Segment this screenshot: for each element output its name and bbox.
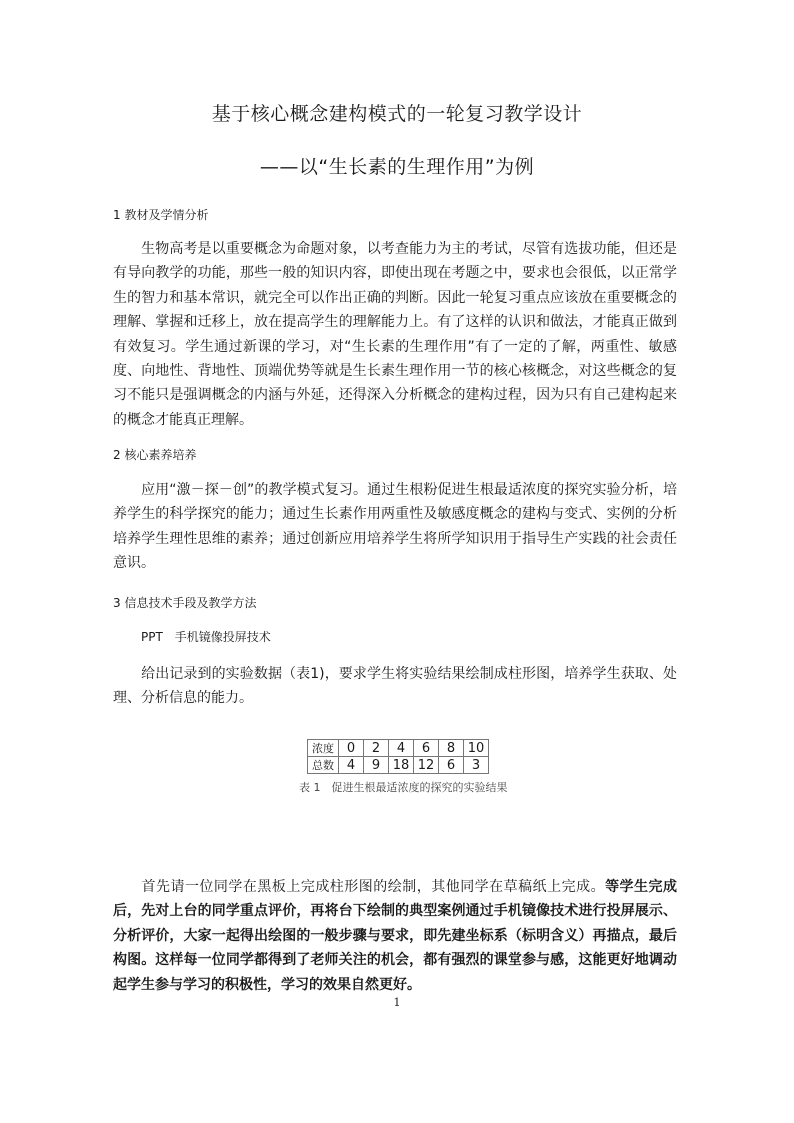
section-heading-1: 1 教材及学情分析 [113,208,209,222]
table-cell: 8 [439,740,464,757]
table-cell: 10 [464,740,489,757]
table-cell: 18 [389,757,414,774]
table-cell: 2 [364,740,389,757]
final-paragraph-bold: 等学生完成后，先对上台的同学重点评价，再将台下绘制的典型案例通过手机镜像技术进行投屏展示、分析评价，大家一起得出绘图的一般步骤与要求，即先建坐标系（标明含义）再描点，最后构图。这样每一位同学都得到了老师关注的机会，都有强烈的课堂参与感，这能更好地调动起学生参与学习的积极性，学习的效果自然更好。 [113,879,678,993]
final-paragraph-normal: 首先请一位同学在黑板上完成柱形图的绘制，其他同学在草稿纸上完成。 [141,879,606,895]
table-caption: 表 1 促进生根最适浓度的探究的实验结果 [299,781,508,794]
table-cell: 6 [439,757,464,774]
page-number: 1 [393,996,401,1009]
section-paragraph-1-text: 生物高考是以重要概念为命题对象，以考查能力为主的考试，尽管有选拔功能，但还是有导向教学的功能，那些一般的知识内容，即使出现在考题之中，要求也会很低，以正常学生的智力和基本常识，就完全可以作出正确的判断。因此一轮复习重点应该放在重要概念的理解、掌握和迁移上，放在提高学生的理解能力上。有了这样的认识和做法，才能真正做到有效复习。学生通过新课的学习，对“生长素的生理作用”有了一定的了解，两重性、敏感度、向地性、背地性、顶端优势等就是生长素生理作用一节的核心核概念，对这些概念的复习不能只是强调概念的内涵与外延，还得深入分析概念的建构过程，因为只有自己建构起来的概念才能真正理解。 [113,241,677,428]
section-paragraph-2 [113,478,677,576]
table-row-total [308,757,489,774]
page-title: 基于核心概念建构模式的一轮复习教学设计 [211,103,583,125]
table-cell: 3 [464,757,489,774]
page-subtitle: ——以“生长素的生理作用”为例 [259,156,535,178]
section-paragraph-1 [113,237,677,432]
table-cell: 9 [364,757,389,774]
data-table [307,739,489,774]
table-cell: 0 [339,740,364,757]
table-row-label: 总数 [308,757,339,774]
data-table-wrapper [307,739,489,774]
section-paragraph-2-text: 应用“激－探－创”的教学模式复习。通过生根粉促进生根最适浓度的探究实验分析，培养学生的科学探究的能力；通过生长素作用两重性及敏感度概念的建构与变式、实例的分析培养学生理性思维的素养；通过创新应用培养学生将所学知识用于指导生产实践的社会责任意识。 [113,482,677,572]
tools-line: PPT 手机镜像投屏技术 [141,630,271,644]
table-cell: 4 [389,740,414,757]
section-heading-2: 2 核心素养培养 [113,448,197,462]
final-paragraph [113,875,677,997]
table-row-concentration [308,740,489,757]
section-paragraph-3 [113,662,677,711]
section-heading-3: 3 信息技术手段及教学方法 [113,596,257,610]
table-row-label: 浓度 [308,740,339,757]
table-cell: 4 [339,757,364,774]
section-paragraph-3-text: 给出记录到的实验数据（表1)，要求学生将实验结果绘制成柱形图，培养学生获取、处理、分析信息的能力。 [113,666,677,707]
table-cell: 6 [414,740,439,757]
table-cell: 12 [414,757,439,774]
